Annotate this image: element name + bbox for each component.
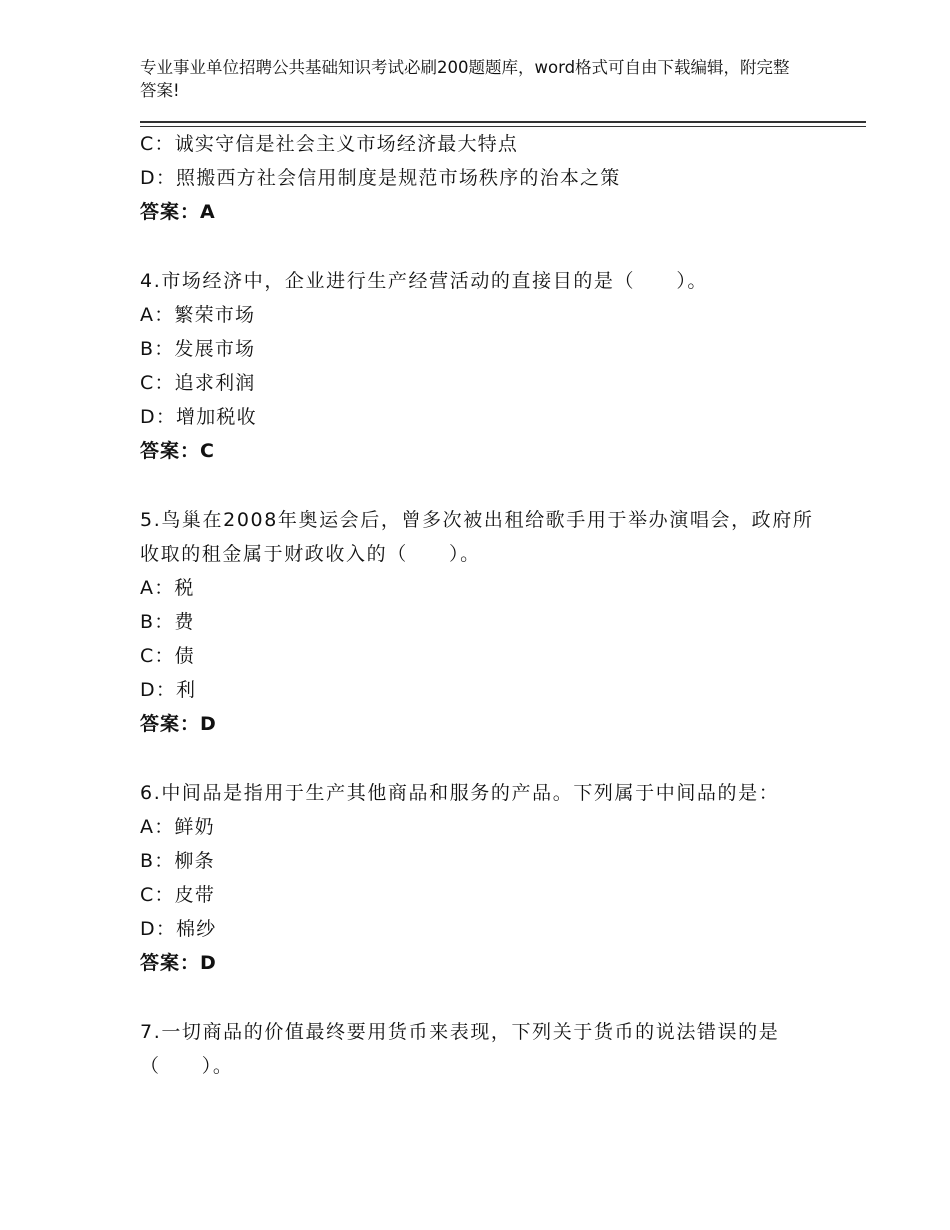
header-divider-thick bbox=[140, 121, 866, 123]
option-a: A：税 bbox=[140, 577, 195, 599]
question-block-7 bbox=[140, 1015, 820, 1083]
option-b: B：柳条 bbox=[140, 850, 215, 872]
question-block-4 bbox=[140, 264, 820, 468]
question-text: 4.市场经济中，企业进行生产经营活动的直接目的是（ ）。 bbox=[140, 270, 709, 292]
option-d: D：棉纱 bbox=[140, 918, 217, 940]
option-a: A：鲜奶 bbox=[140, 816, 215, 838]
option-c: C：诚实守信是社会主义市场经济最大特点 bbox=[140, 133, 519, 155]
document-body bbox=[140, 127, 820, 1083]
option-d: D：增加税收 bbox=[140, 406, 257, 428]
option-c: C：债 bbox=[140, 645, 195, 667]
option-c: C：皮带 bbox=[140, 884, 216, 906]
option-d: D：利 bbox=[140, 679, 197, 701]
document-header: 专业事业单位招聘公共基础知识考试必刷200题题库，word格式可自由下载编辑，附完整答案! bbox=[140, 58, 790, 100]
answer-label: 答案：C bbox=[140, 440, 215, 462]
question-block-3 bbox=[140, 127, 820, 229]
option-b: B：发展市场 bbox=[140, 338, 256, 360]
option-b: B：费 bbox=[140, 611, 195, 633]
question-block-6 bbox=[140, 776, 820, 980]
question-text: 5.鸟巢在2008年奥运会后，曾多次被出租给歌手用于举办演唱会，政府所收取的租金属于财政收入的（ ）。 bbox=[140, 509, 814, 565]
option-a: A：繁荣市场 bbox=[140, 304, 256, 326]
question-text: 6.中间品是指用于生产其他商品和服务的产品。下列属于中间品的是： bbox=[140, 782, 780, 804]
answer-label: 答案：A bbox=[140, 201, 216, 223]
spacer bbox=[140, 980, 820, 1015]
spacer bbox=[140, 468, 820, 503]
option-c: C：追求利润 bbox=[140, 372, 256, 394]
question-text: 7.一切商品的价值最终要用货币来表现，下列关于货币的说法错误的是（ ）。 bbox=[140, 1021, 780, 1077]
option-d: D：照搬西方社会信用制度是规范市场秩序的治本之策 bbox=[140, 167, 621, 189]
spacer bbox=[140, 229, 820, 264]
spacer bbox=[140, 741, 820, 776]
question-block-5 bbox=[140, 503, 820, 741]
answer-label: 答案：D bbox=[140, 713, 217, 735]
answer-label: 答案：D bbox=[140, 952, 217, 974]
